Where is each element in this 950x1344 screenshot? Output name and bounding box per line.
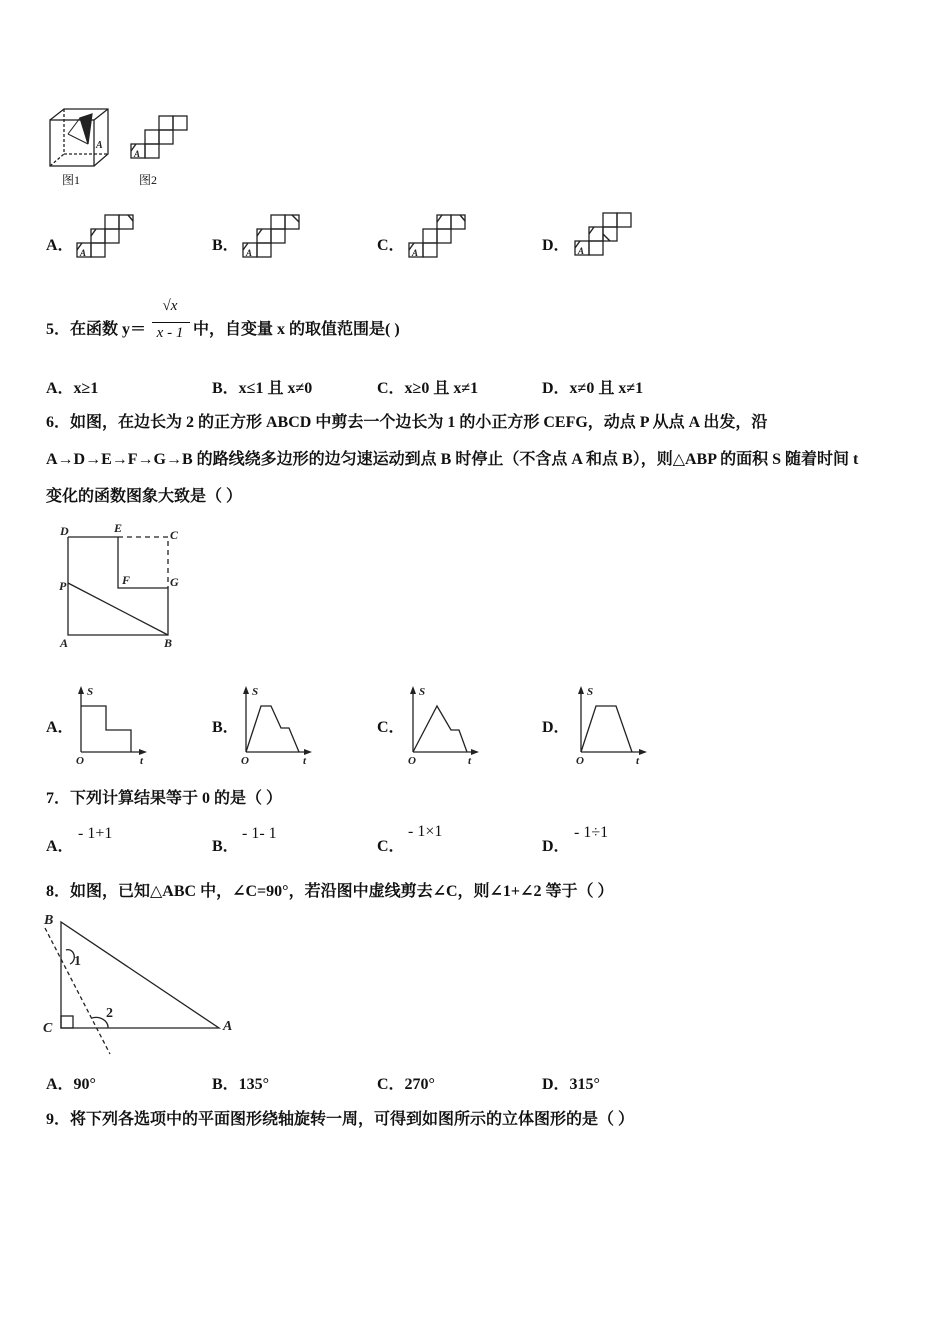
axis-s-label: S [252, 686, 259, 698]
q4-option-a-figure[interactable] [74, 212, 138, 260]
q7-option-c-label[interactable]: C． [377, 838, 405, 855]
label-b: B [44, 913, 54, 928]
label-c: C [170, 528, 179, 542]
angle-1-label: 1 [74, 954, 81, 969]
label-d: D [60, 524, 69, 538]
axis-t-label: t [636, 755, 640, 767]
q6-option-d[interactable]: D． [542, 719, 570, 736]
origin-label: O [76, 755, 84, 767]
q7-option-d-expr[interactable]: - 1÷1 [574, 824, 609, 841]
axis-s-label: S [419, 686, 426, 698]
q5-option-b[interactable]: B．x≤1 且 x≠0 [212, 380, 313, 397]
q5-numerator: √x [162, 298, 178, 314]
q5-stem-suffix: 中，自变量 x 的取值范围是( ) [193, 321, 400, 338]
q5-option-d[interactable]: D．x≠0 且 x≠1 [542, 380, 644, 397]
q5-option-c[interactable]: C．x≥0 且 x≠1 [377, 380, 479, 397]
point-a-label: A [578, 246, 585, 256]
q4-option-a[interactable]: A． [46, 237, 74, 254]
q8-option-a[interactable]: A．90° [46, 1076, 96, 1093]
q7-option-b-label[interactable]: B． [212, 838, 239, 855]
q6-option-a-graph[interactable] [72, 684, 152, 768]
axis-t-label: t [303, 755, 307, 767]
label-p: P [59, 579, 67, 593]
q7-option-c-expr[interactable]: - 1×1 [408, 823, 443, 840]
q7-option-d-label[interactable]: D． [542, 838, 570, 855]
cube-figure-1 [46, 106, 116, 170]
q4-option-d-figure[interactable] [572, 210, 636, 258]
figure-2-caption: 图2 [139, 173, 158, 187]
axis-t-label: t [468, 755, 472, 767]
q8-option-b[interactable]: B．135° [212, 1076, 270, 1093]
q4-option-d[interactable]: D． [542, 237, 570, 254]
origin-label: O [241, 755, 249, 767]
q6-option-d-graph[interactable] [572, 684, 652, 768]
q8-option-d[interactable]: D．315° [542, 1076, 600, 1093]
figure-1-caption: 图1 [62, 173, 81, 187]
q6-option-c[interactable]: C． [377, 719, 405, 736]
axis-s-label: S [587, 686, 594, 698]
q9-stem: 9．将下列各选项中的平面图形绕轴旋转一周，可得到如图所示的立体图形的是（ ） [46, 1111, 635, 1128]
q6-square-figure [56, 520, 191, 652]
label-b: B [164, 636, 173, 650]
q5-denominator: x - 1 [156, 325, 184, 341]
q4-option-b[interactable]: B． [212, 237, 239, 254]
q6-option-a[interactable]: A． [46, 719, 74, 736]
point-a-label: A [96, 140, 103, 151]
q4-option-b-figure[interactable] [240, 212, 304, 260]
q4-option-c[interactable]: C． [377, 237, 405, 254]
q4-option-c-figure[interactable] [406, 212, 470, 260]
origin-label: O [408, 755, 416, 767]
q8-stem: 8．如图，已知△ABC 中，∠C=90°，若沿图中虚线剪去∠C，则∠1+∠2 等于（ ） [46, 883, 614, 900]
q7-option-a-label[interactable]: A． [46, 838, 74, 855]
net-figure-2 [128, 113, 192, 163]
q7-option-a-expr[interactable]: - 1+1 [78, 825, 113, 842]
label-a: A [223, 1019, 233, 1034]
q6-option-b[interactable]: B． [212, 719, 239, 736]
q5-option-a[interactable]: A．x≥1 [46, 380, 99, 397]
label-f: F [122, 573, 131, 587]
label-e: E [114, 521, 123, 535]
point-a-label: A [80, 248, 87, 258]
q8-triangle-figure [40, 908, 240, 1056]
fraction-bar [152, 322, 190, 323]
q7-option-b-expr[interactable]: - 1- 1 [242, 825, 277, 842]
q7-stem: 7．下列计算结果等于 0 的是（ ） [46, 790, 283, 807]
q6-stem-line-3: 变化的函数图象大致是（ ） [46, 488, 243, 505]
q5-stem-prefix: 5．在函数 y＝ [46, 321, 147, 338]
q6-option-c-graph[interactable] [404, 684, 484, 768]
q6-stem-line-2: A→D→E→F→G→B 的路线绕多边形的边匀速运动到点 B 时停止（不含点 A 和点 B），则△ABP 的面积 S 随着时间 t [46, 451, 859, 468]
origin-label: O [576, 755, 584, 767]
axis-t-label: t [140, 755, 144, 767]
q6-stem-line-1: 6．如图，在边长为 2 的正方形 ABCD 中剪去一个边长为 1 的小正方形 CEFG，动点 P 从点 A 出发，沿 [46, 414, 768, 431]
axis-s-label: S [87, 686, 94, 698]
q6-option-b-graph[interactable] [237, 684, 317, 768]
label-g: G [170, 575, 179, 589]
point-a-label: A [246, 248, 253, 258]
label-a: A [60, 636, 69, 650]
point-a-label: A [134, 149, 141, 159]
angle-2-label: 2 [106, 1006, 113, 1021]
point-a-label: A [412, 248, 419, 258]
q8-option-c[interactable]: C．270° [377, 1076, 435, 1093]
label-c: C [43, 1021, 53, 1036]
